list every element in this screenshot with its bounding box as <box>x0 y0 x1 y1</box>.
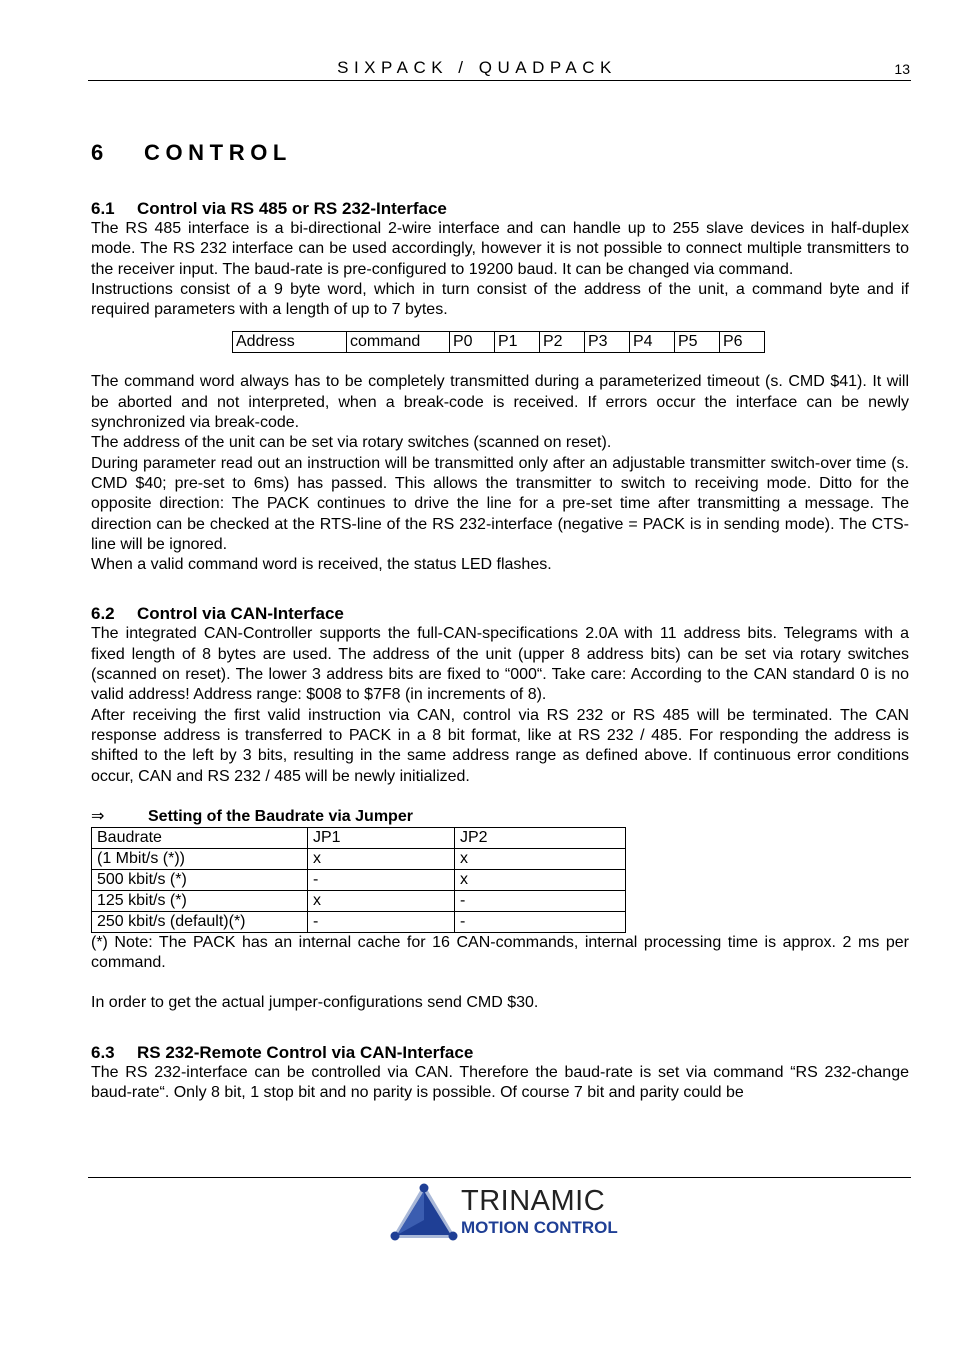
table-cell: P4 <box>630 332 675 353</box>
column-header: JP1 <box>308 827 455 848</box>
table-row <box>92 869 626 890</box>
table-header-row <box>92 827 626 848</box>
column-header: JP2 <box>455 827 626 848</box>
footer-rule <box>88 1177 911 1178</box>
table-cell: - <box>455 890 626 911</box>
table-cell: - <box>308 911 455 932</box>
logo-tagline-text: MOTION CONTROL <box>461 1218 618 1237</box>
implies-arrow-icon: ⇒ <box>91 807 105 825</box>
paragraph: Instructions consist of a 9 byte word, which in turn consist of the address of the unit, a command byte and if required parameters with a length of up to 7 bytes. <box>91 280 909 319</box>
table-cell: P3 <box>585 332 630 353</box>
chapter-title: CONTROL <box>143 140 292 165</box>
table-cell: - <box>455 911 626 932</box>
column-header: Baudrate <box>92 827 308 848</box>
section-title: Control via CAN-Interface <box>137 604 344 624</box>
paragraph: The RS 485 interface is a bi-directional 2-wire interface and can handle up to 255 slave devices in half-duplex mode. The RS 232 interface can be used accordingly, however it is not possible to connect multiple transmitters to the receiver input. The baud-rate is pre-configured to 19200 baud. It can be changed via command. <box>91 220 909 278</box>
section-6-1-heading <box>91 199 909 219</box>
table-cell: P6 <box>720 332 765 353</box>
command-word-table <box>232 331 765 353</box>
jumper-heading-text: Setting of the Baudrate via Jumper <box>148 807 413 825</box>
table-cell: P0 <box>450 332 495 353</box>
section-number: 6.2 <box>91 604 115 624</box>
table-cell: P2 <box>540 332 585 353</box>
section-6-2-heading <box>91 604 909 624</box>
paragraph: During parameter read out an instruction will be transmitted only after an adjustable transmitter switch-over time (s. CMD $40; pre-set to 6ms) has passed. This allows the transmitter to switch to receiving mode. Ditto for the opposite direction: The PACK continues to drive the line for a pre-set time after transmitting a message. The direction can be checked at the RTS-line of the RS 232-interface (negative = PACK is in sending mode). The CTS-line will be ignored. <box>91 454 909 553</box>
table-cell: P1 <box>495 332 540 353</box>
table-cell: 125 kbit/s (*) <box>92 890 308 911</box>
table-cell: Address <box>233 332 347 353</box>
section-title: RS 232-Remote Control via CAN-Interface <box>137 1042 474 1062</box>
header-rule <box>88 80 911 81</box>
trinamic-logo-graphic <box>390 1182 620 1242</box>
trinamic-logo <box>390 1182 620 1242</box>
table-cell: P5 <box>675 332 720 353</box>
paragraph: The address of the unit can be set via rotary switches (scanned on reset). <box>91 434 612 452</box>
section-number: 6.3 <box>91 1042 115 1062</box>
chapter-heading <box>91 138 909 168</box>
running-header-title: SIXPACK / QUADPACK <box>337 58 617 77</box>
table-cell: - <box>308 869 455 890</box>
table-cell: 500 kbit/s (*) <box>92 869 308 890</box>
table-cell: (1 Mbit/s (*)) <box>92 848 308 869</box>
table-cell: x <box>308 890 455 911</box>
table-cell: x <box>308 848 455 869</box>
paragraph: The integrated CAN-Controller supports the full-CAN-specifications 2.0A with 11 address bits. Telegrams with a fixed length of 8 bytes are used. The address of the unit (upper 8 address bits) can be set via rotary switches (scanned on reset). The lower 3 address bits are fixed to “000“. Take care: According to the CAN standard 0 is no valid address! Address range: $008 to $7F8 (in increments of 8). <box>91 625 909 704</box>
page-number: 13 <box>894 61 910 77</box>
table-cell: 250 kbit/s (default)(*) <box>92 911 308 932</box>
table-row <box>92 911 626 932</box>
jumper-heading <box>91 807 909 827</box>
table-cell: x <box>455 848 626 869</box>
paragraph: After receiving the first valid instruction via CAN, control via RS 232 or RS 485 will be terminated. The CAN response address is transferred to PACK in a 8 bit format, like at RS 232 / 485. For responding the address is shifted to the left by 3 bits, resulting in the same address range as defined above. If continuous error conditions occur, CAN and RS 232 / 485 will be newly initialized. <box>91 706 909 785</box>
section-6-3-heading <box>91 1043 909 1063</box>
table-row <box>92 848 626 869</box>
baudrate-jumper-table <box>91 827 626 933</box>
paragraph: The RS 232-interface can be controlled via CAN. Therefore the baud-rate is set via command “RS 232-change baud-rate“. Only 8 bit, 1 stop bit and no parity is possible. Of course 7 bit and parity could be <box>91 1063 909 1102</box>
footnote: (*) Note: The PACK has an internal cache for 16 CAN-commands, internal processing time is approx. 2 ms per command. <box>91 933 909 972</box>
logo-brand-text: TRINAMIC <box>461 1185 606 1217</box>
chapter-number: 6 <box>91 140 109 165</box>
table-cell: command <box>347 332 450 353</box>
paragraph: In order to get the actual jumper-configurations send CMD $30. <box>91 994 539 1012</box>
table-row <box>233 332 765 353</box>
paragraph: When a valid command word is received, the status LED flashes. <box>91 556 552 574</box>
triangle-emblem-icon <box>391 1184 458 1241</box>
table-cell: x <box>455 869 626 890</box>
section-number: 6.1 <box>91 199 115 218</box>
section-title: Control via RS 485 or RS 232-Interface <box>137 199 447 218</box>
table-row <box>92 890 626 911</box>
paragraph: The command word always has to be completely transmitted during a parameterized timeout (s. CMD $41). It will be aborted and not interpreted, when a break-code is received. If errors occur the interface can be newly synchronized via break-code. <box>91 373 909 432</box>
page-body <box>91 138 909 1103</box>
